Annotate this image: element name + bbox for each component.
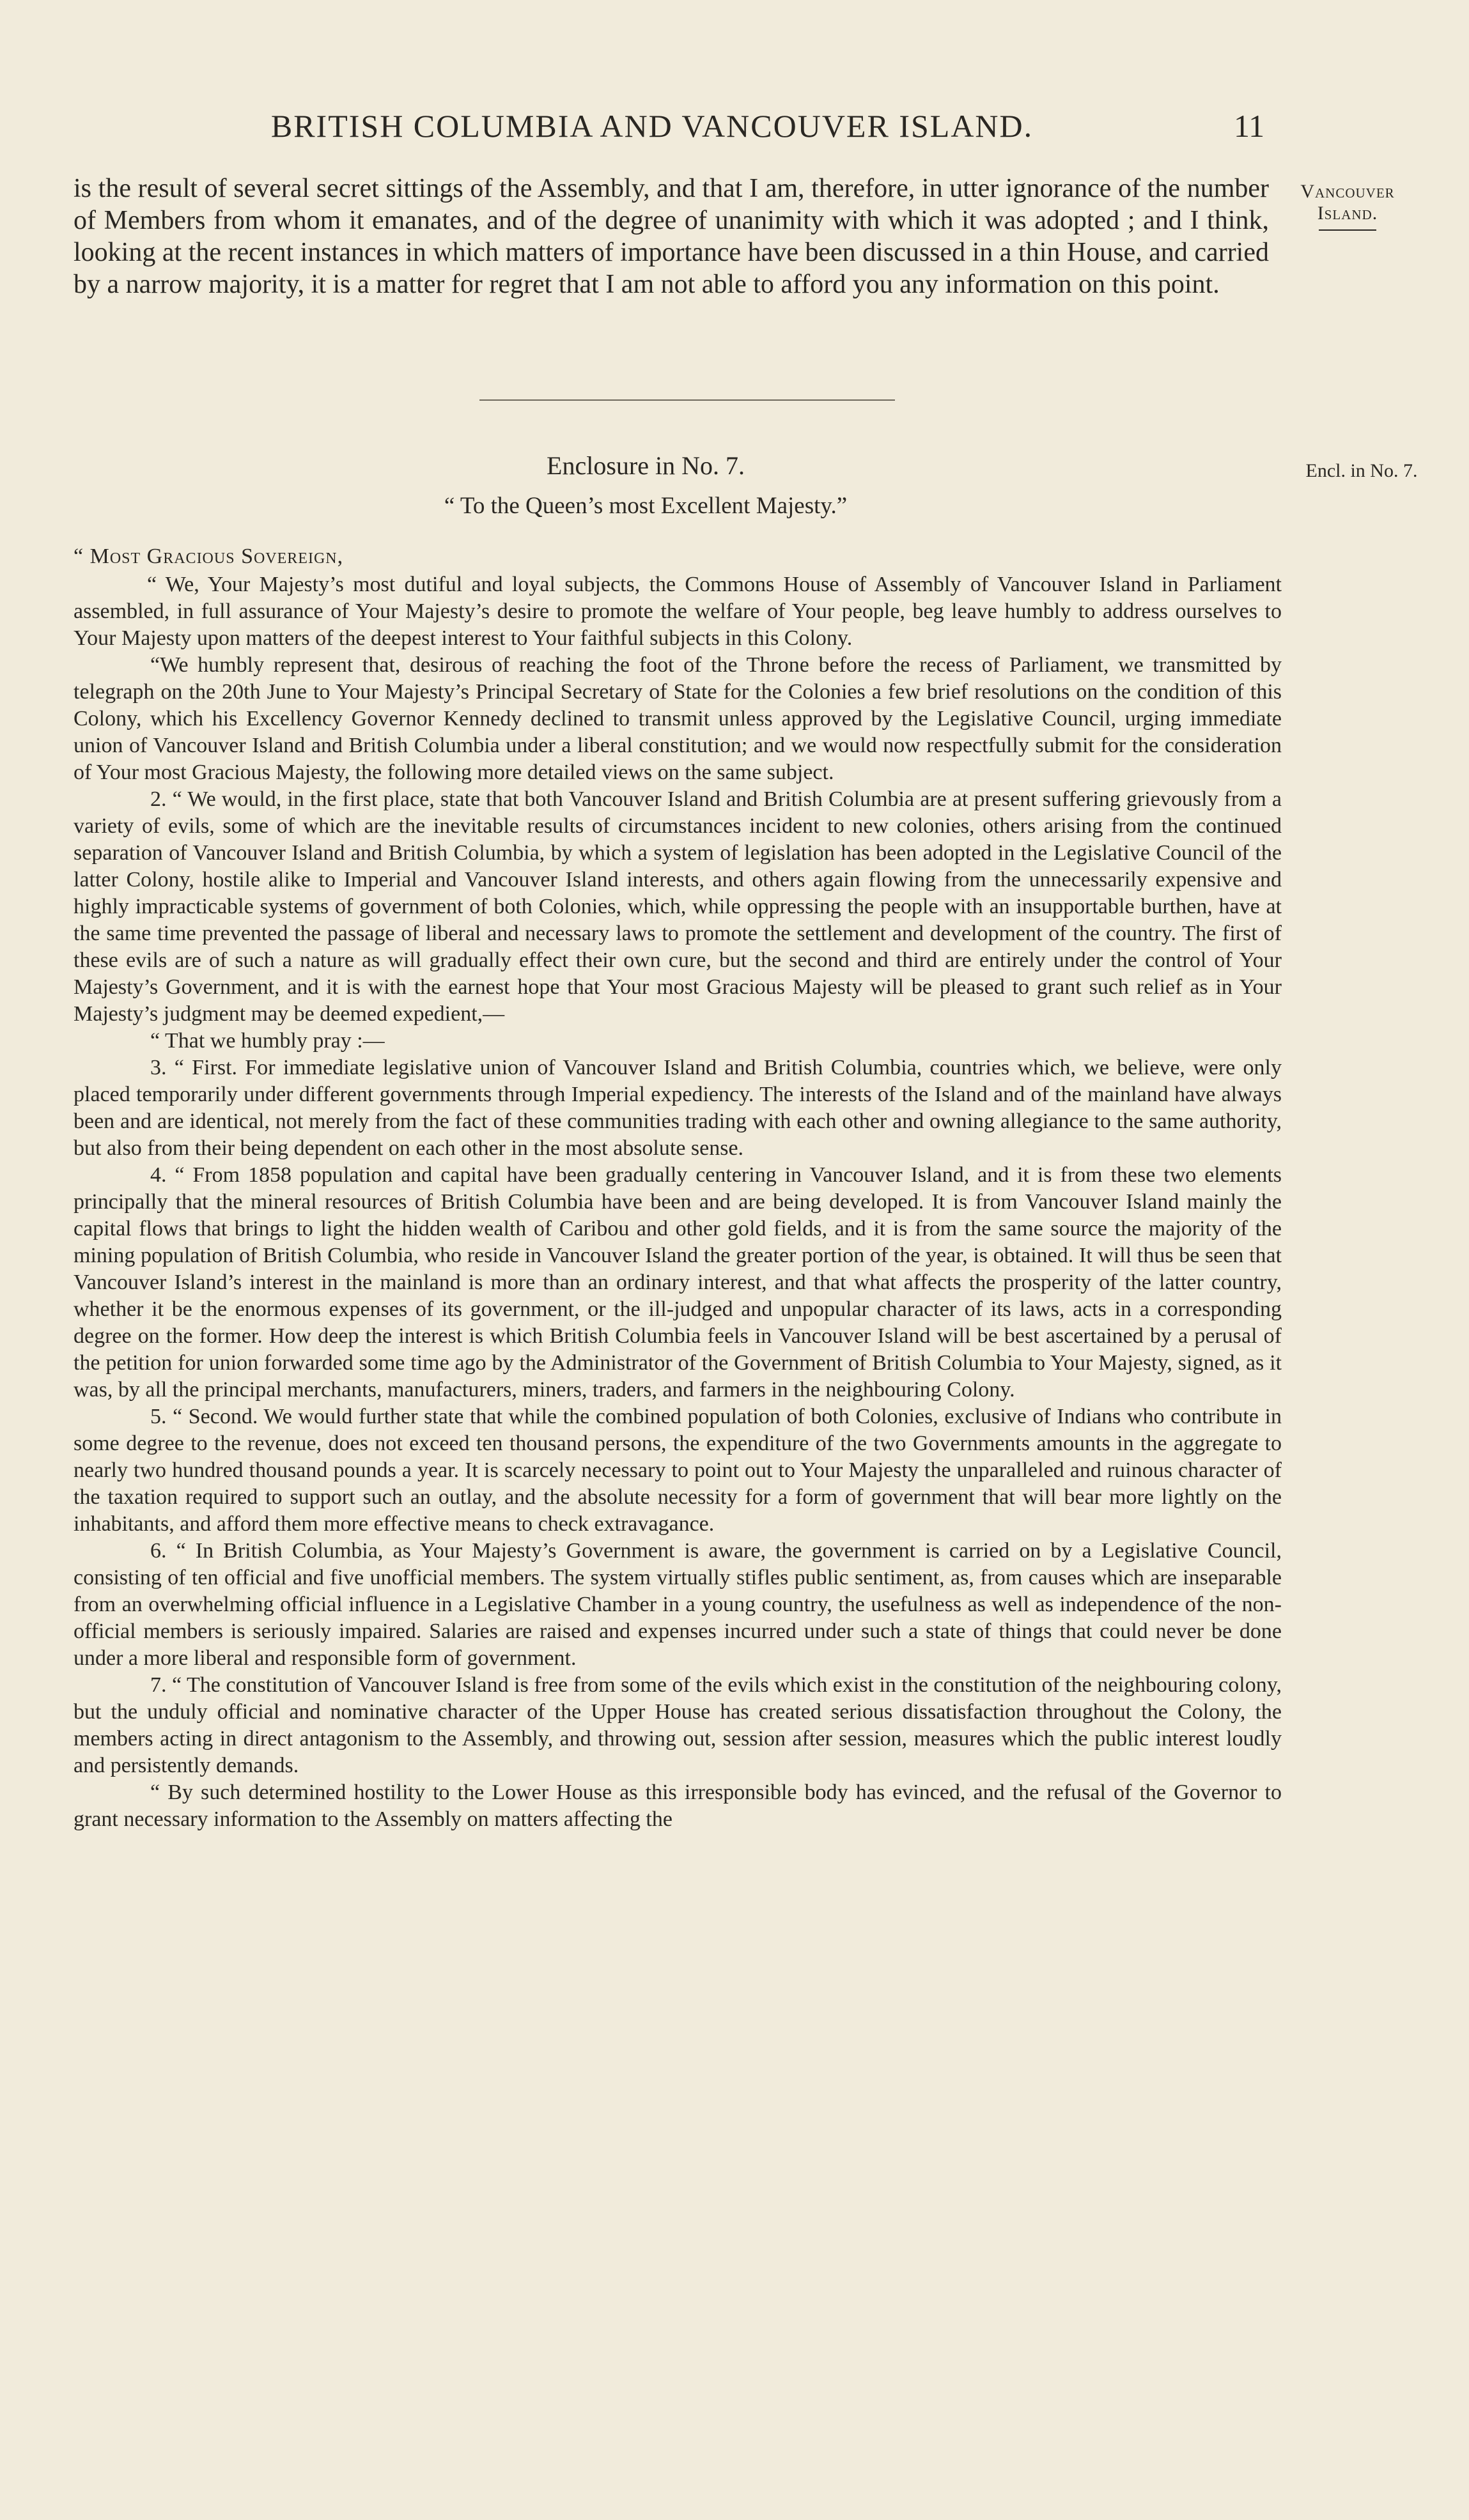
- paragraph-1: “ We, Your Majesty’s most dutiful and loyal subjects, the Commons House of Assembly of Vancouver Island in Parliament assembled, in full assurance of Your Majesty’s desire to promote the welfare of Your people, beg leave humbly to address ourselves to Your Majesty upon matters of the deepest interest to Your faithful subjects in this Colony.: [74, 573, 1282, 650]
- paragraph-9: 7. “ The constitution of Vancouver Island is free from some of the evils which exist in the constitution of the neighbouring colony, but the unduly official and nominative character of the Upper House has created serious dissatisfaction throughout the Colony, the members acting in direct antagonism to the Assembly, and throwing out, session after session, measures which the public interest loudly and persistently demands.: [74, 1673, 1282, 1777]
- paragraph-5: 3. “ First. For immediate legislative union of Vancouver Island and British Columbia, countries which, we believe, were only placed temporarily under different governments through Imperial expediency. The interests of the Island and of the mainland have always been and are identical, not merely from the fact of these communities trading with each other and owning allegiance to the same authority, but also from their being dependent on each other in the most absolute sense.: [74, 1056, 1282, 1160]
- paragraph-7: 5. “ Second. We would further state that while the combined population of both Colonies, exclusive of Indians who contribute in some degree to the revenue, does not exceed ten thousand persons, the expenditure of the two Governments amounts in the aggregate to nearly two hundred thousand pounds a year. It is scarcely necessary to point out to Your Majesty the unparalleled and ruinous character of the taxation required to support such an outlay, and the absolute necessity for a form of government that will bear more lightly on the inhabitants, and afford them more effective means to check extravagance.: [74, 1405, 1282, 1536]
- margin-note-line1: Vancouver: [1300, 181, 1395, 202]
- section-divider: [479, 399, 895, 401]
- enclosure-address: “ To the Queen’s most Excellent Majesty.”: [444, 493, 848, 519]
- intro-paragraph: is the result of several secret sittings of the Assembly, and that I am, therefore, in utter ignorance of the number of Members from whom it emanates, and of the degree of unanimity with which it was adopted ; and I think, looking at the recent instances in which matters of importance have been discussed in a thin House, and carried by a narrow majority, it is a matter for regret that I am not able to afford you any information on this point.: [74, 174, 1269, 299]
- paragraph-8: 6. “ In British Columbia, as Your Majesty’s Government is aware, the government is carried on by a Legislative Council, consisting of ten official and five unofficial members. The system virtually stifles public sentiment, as, from causes which are inseparable from an overwhelming official influence in a Legislative Chamber in a young country, the usefulness as well as independence of the non-official members is seriously impaired. Salaries are raised and expenses incurred under such a state of things that could never be done under a more liberal and responsible form of government.: [74, 1539, 1282, 1670]
- margin-note-rule: [1319, 229, 1376, 231]
- running-header-title: BRITISH COLUMBIA AND VANCOUVER ISLAND.: [270, 108, 1034, 144]
- page-number: 11: [1234, 108, 1265, 144]
- enclosure-title: Enclosure in No. 7.: [547, 451, 745, 480]
- paragraph-3: 2. “ We would, in the first place, state that both Vancouver Island and British Columbia are at present suffering grievously from a variety of evils, some of which are the inevitable results of circumstances incident to new colonies, others arising from the continued separation of Vancouver Island and British Columbia, by which a system of legislation has been adopted in the Legislative Council of the latter Colony, hostile alike to Imperial and Vancouver Island interests, and others again flowing from the unnecessarily expensive and highly impracticable systems of government of both Colonies, which, while oppressing the people with an insupportable burthen, have at the same time prevented the passage of liberal and necessary laws to promote the settlement and development of the country. The first of these evils are of such a nature as will gradually effect their own cure, but the second and third are entirely under the control of Your Majesty’s Government, and it is with the earnest hope that Your most Gracious Majesty will be pleased to grant such relief as in Your Majesty’s judgment may be deemed expedient,—: [74, 787, 1282, 1026]
- margin-note-section: [1277, 181, 1418, 231]
- paragraph-6: 4. “ From 1858 population and capital have been gradually centering in Vancouver Island, and it is from these two elements principally that the mineral resources of British Columbia have been and are being developed. It is from Vancouver Island mainly the capital flows that brings to light the hidden wealth of Caribou and other gold fields, and it is from the same source the majority of the mining population of British Columbia, who reside in Vancouver Island the greater portion of the year, is obtained. It will thus be seen that Vancouver Island’s interest in the mainland is more than an ordinary interest, and that what affects the prosperity of the latter country, whether it be the enormous expenses of its government, or the ill-judged and unpopular character of its laws, acts in a corresponding degree on the former. How deep the interest is which British Columbia feels in Vancouver Island will be best ascertained by a perusal of the petition for union forwarded some time ago by the Administrator of the Government of British Columbia to Your Majesty, signed, as it was, by all the principal merchants, manufacturers, miners, traders, and farmers in the neighbouring Colony.: [74, 1163, 1282, 1402]
- paragraph-4: “ That we humbly pray :—: [150, 1029, 385, 1053]
- paragraph-10: “ By such determined hostility to the Lower House as this irresponsible body has evinced, and the refusal of the Governor to grant necessary information to the Assembly on matters affecting the: [74, 1781, 1282, 1831]
- margin-note-enclosure: Encl. in No. 7.: [1305, 460, 1418, 481]
- margin-note-line2: Island.: [1317, 203, 1378, 224]
- salutation: “ Most Gracious Sovereign,: [74, 545, 344, 568]
- paragraph-2: “We humbly represent that, desirous of reaching the foot of the Throne before the recess of Parliament, we transmitted by telegraph on the 20th June to Your Majesty’s Principal Secretary of State for the Colonies a few brief resolutions on the condition of this Colony, which his Excellency Governor Kennedy declined to transmit unless approved by the Legislative Council, urging immediate union of Vancouver Island and British Columbia under a liberal constitution; and we would now respectfully submit for the consideration of Your most Gracious Majesty, the following more detailed views on the same subject.: [74, 653, 1282, 784]
- petition-body: [74, 543, 1282, 1833]
